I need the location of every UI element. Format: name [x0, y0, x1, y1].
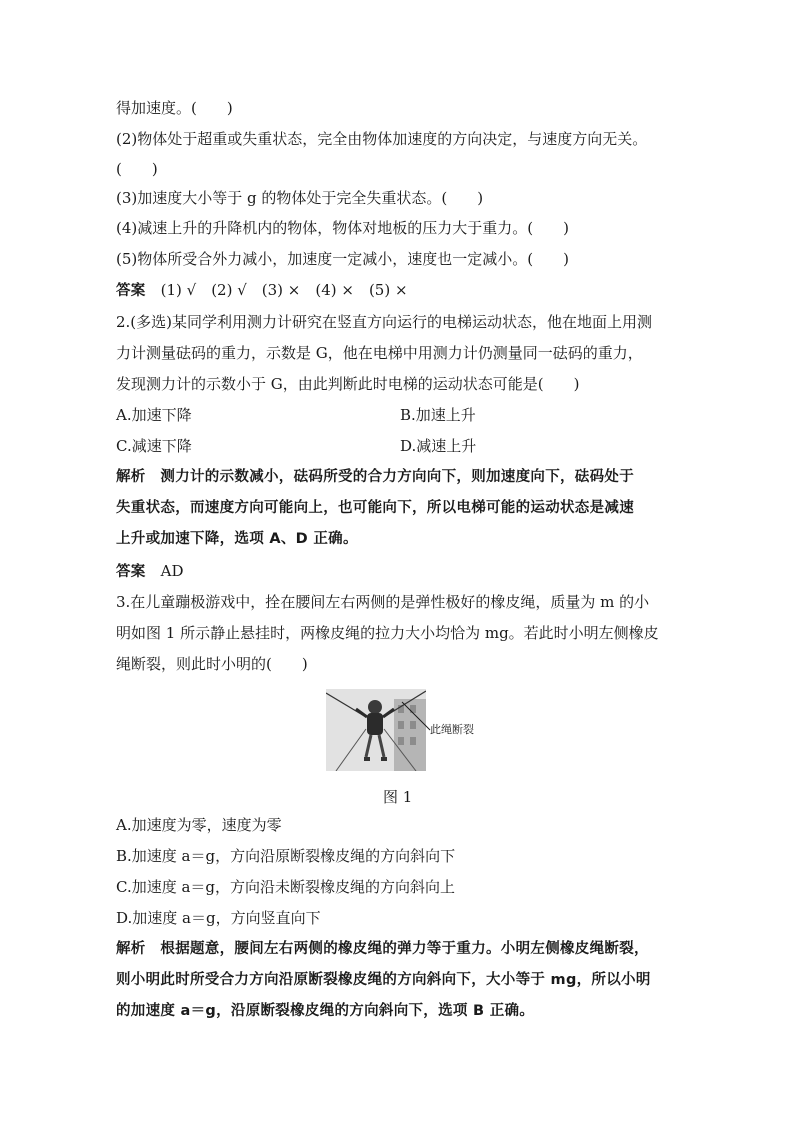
figure-caption: 图 1	[383, 788, 413, 806]
q2-option-c: C.减速下降	[116, 437, 192, 455]
label-pointer-line	[400, 700, 434, 734]
q3-option-a: A.加速度为零，速度为零	[116, 816, 282, 834]
q3-option-b: B.加速度 a＝g，方向沿原断裂橡皮绳的方向斜向下	[116, 847, 456, 865]
answer-label: 答案	[116, 564, 146, 580]
q3-stem-2: 明如图 1 所示静止悬挂时，两橡皮绳的拉力大小均恰为 mg。若此时小明左侧橡皮	[116, 624, 659, 642]
q2-analysis-1: 解析 测力计的示数减小，砝码所受的合力方向向下，则加速度向下，砝码处于	[116, 469, 634, 485]
answer-value: AD	[160, 562, 184, 580]
answer-label: 答案	[116, 283, 146, 299]
q3-analysis-3: 的加速度 a＝g，沿原断裂橡皮绳的方向斜向下，选项 B 正确。	[116, 1003, 535, 1019]
q1-line-0: 得加速度。( )	[116, 99, 233, 117]
q2-answer	[116, 561, 183, 582]
q3-option-d: D.加速度 a＝g，方向竖直向下	[116, 909, 321, 927]
q2-stem-1: 2.(多选)某同学利用测力计研究在竖直方向运行的电梯运动状态，他在地面上用测	[116, 313, 653, 331]
q2-analysis-2: 失重状态，而速度方向可能向上，也可能向下，所以电梯可能的运动状态是减速	[116, 500, 634, 516]
q2-option-d: D.减速上升	[400, 437, 477, 455]
q2-option-b: B.加速上升	[400, 406, 476, 424]
q3-analysis-2: 则小明此时所受合力方向沿原断裂橡皮绳的方向斜向下，大小等于 mg，所以小明	[116, 972, 651, 988]
answer-value: (1) √ (2) √ (3) × (4) × (5) ×	[160, 281, 408, 299]
q1-line-3: (3)加速度大小等于 g 的物体处于完全失重状态。( )	[116, 189, 484, 207]
q3-stem-1: 3.在儿童蹦极游戏中，拴在腰间左右两侧的是弹性极好的橡皮绳，质量为 m 的小	[116, 593, 650, 611]
q3-option-c: C.加速度 a＝g，方向沿未断裂橡皮绳的方向斜向上	[116, 878, 456, 896]
q2-stem-2: 力计测量砝码的重力，示数是 G，他在电梯中用测力计仍测量同一砝码的重力，	[116, 344, 643, 362]
q1-line-2: (2)物体处于超重或失重状态，完全由物体加速度的方向决定，与速度方向无关。	[116, 130, 648, 148]
q1-answer	[116, 280, 408, 301]
q3-stem-3: 绳断裂，则此时小明的( )	[116, 655, 308, 673]
q2-analysis-3: 上升或加速下降，选项 A、D 正确。	[116, 531, 358, 547]
q1-line-5: (5)物体所受合外力减小，加速度一定减小，速度也一定减小。( )	[116, 250, 569, 268]
q2-option-a: A.加速下降	[116, 406, 192, 424]
q2-stem-3: 发现测力计的示数小于 G，由此判断此时电梯的运动状态可能是( )	[116, 375, 580, 393]
q3-analysis-1: 解析 根据题意，腰间左右两侧的橡皮绳的弹力等于重力。小明左侧橡皮绳断裂，	[116, 941, 649, 957]
q1-line-4: (4)减速上升的升降机内的物体，物体对地板的压力大于重力。( )	[116, 219, 569, 237]
q1-line-2-blank: ( )	[116, 160, 158, 178]
figure-label: 此绳断裂	[430, 723, 474, 736]
